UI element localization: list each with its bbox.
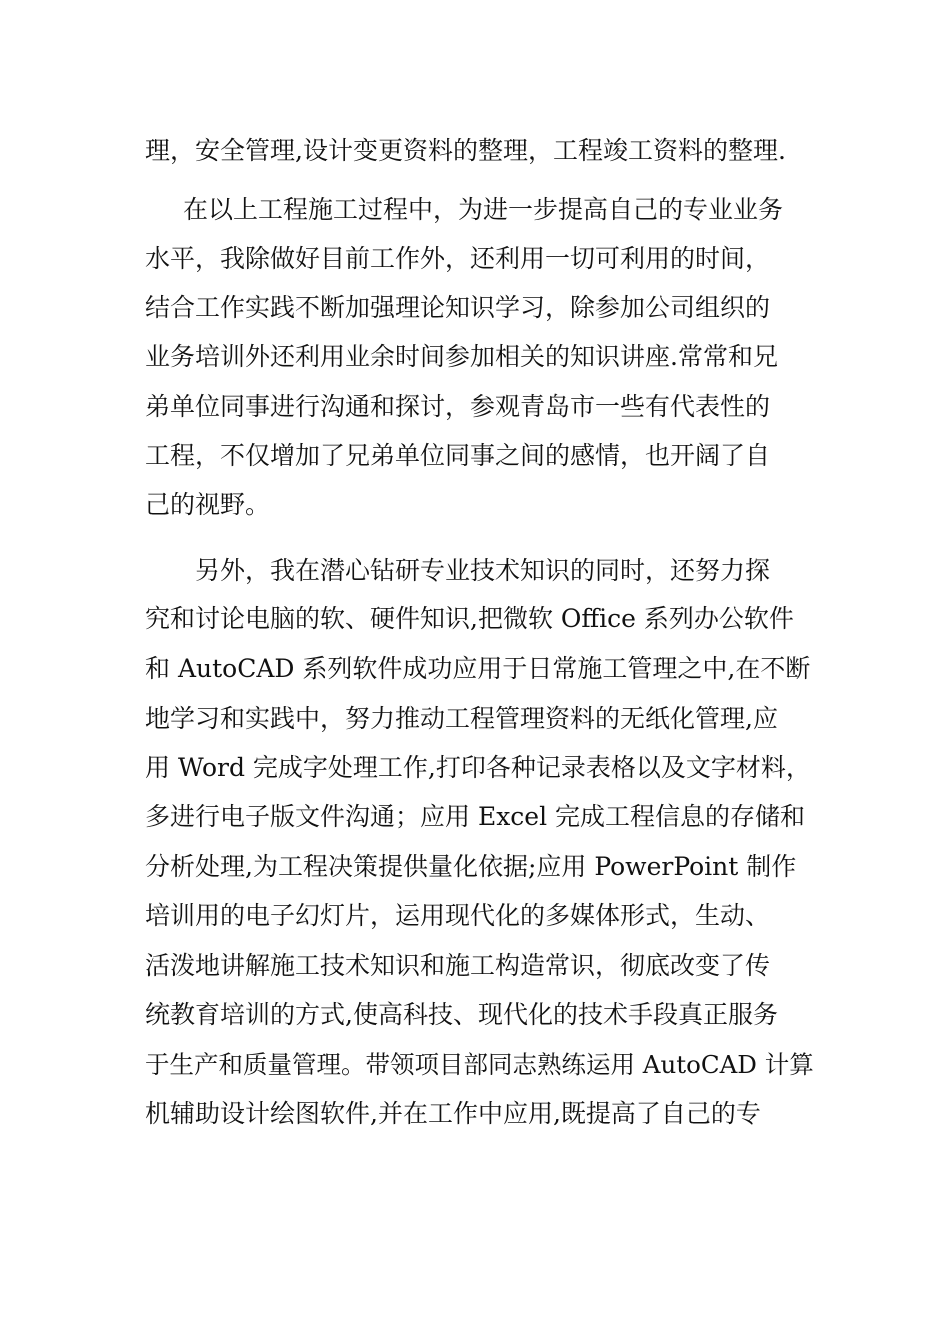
paragraph-3-line-12: 机辅助设计绘图软件,并在工作中应用,既提高了自己的专	[145, 1099, 761, 1128]
paragraph-2-line-6: 工程，不仅增加了兄弟单位同事之间的感情，也开阔了自	[145, 441, 771, 470]
paragraph-3-line-5: 用 Word 完成字处理工作,打印各种记录表格以及文字材料，	[145, 753, 811, 782]
paragraph-3-line-1: 另外，我在潜心钻研专业技术知识的同时，还努力探	[195, 556, 771, 585]
paragraph-3-line-3: 和 AutoCAD 系列软件成功应用于日常施工管理之中,在不断	[145, 654, 811, 683]
paragraph-3-line-11: 于生产和质量管理。带领项目部同志熟练运用 AutoCAD 计算	[145, 1050, 814, 1079]
paragraph-2-line-2: 水平，我除做好目前工作外，还利用一切可利用的时间，	[145, 244, 771, 273]
paragraph-2-line-5: 弟单位同事进行沟通和探讨，参观青岛市一些有代表性的	[145, 392, 771, 421]
paragraph-1-line-1: 理，安全管理,设计变更资料的整理，工程竣工资料的整理.	[145, 136, 786, 165]
paragraph-2-line-3: 结合工作实践不断加强理论知识学习，除参加公司组织的	[145, 293, 771, 322]
paragraph-2-line-7: 己的视野。	[145, 490, 271, 519]
paragraph-2-line-1: 在以上工程施工过程中，为进一步提高自己的专业业务	[183, 195, 784, 224]
paragraph-3-line-10: 统教育培训的方式,使高科技、现代化的技术手段真正服务	[145, 1000, 778, 1029]
paragraph-3-line-9: 活泼地讲解施工技术知识和施工构造常识，彻底改变了传	[145, 951, 771, 980]
paragraph-3-line-6: 多进行电子版文件沟通；应用 Excel 完成工程信息的存储和	[145, 802, 806, 831]
paragraph-3-line-4: 地学习和实践中，努力推动工程管理资料的无纸化管理,应	[145, 704, 778, 733]
paragraph-3-line-7: 分析处理,为工程决策提供量化依据;应用 PowerPoint 制作	[145, 852, 797, 881]
paragraph-2-line-4: 业务培训外还利用业余时间参加相关的知识讲座.常常和兄	[145, 342, 778, 371]
paragraph-3-line-8: 培训用的电子幻灯片，运用现代化的多媒体形式，生动、	[145, 901, 771, 930]
paragraph-3-line-2: 究和讨论电脑的软、硬件知识,把微软 Office 系列办公软件	[145, 604, 794, 633]
